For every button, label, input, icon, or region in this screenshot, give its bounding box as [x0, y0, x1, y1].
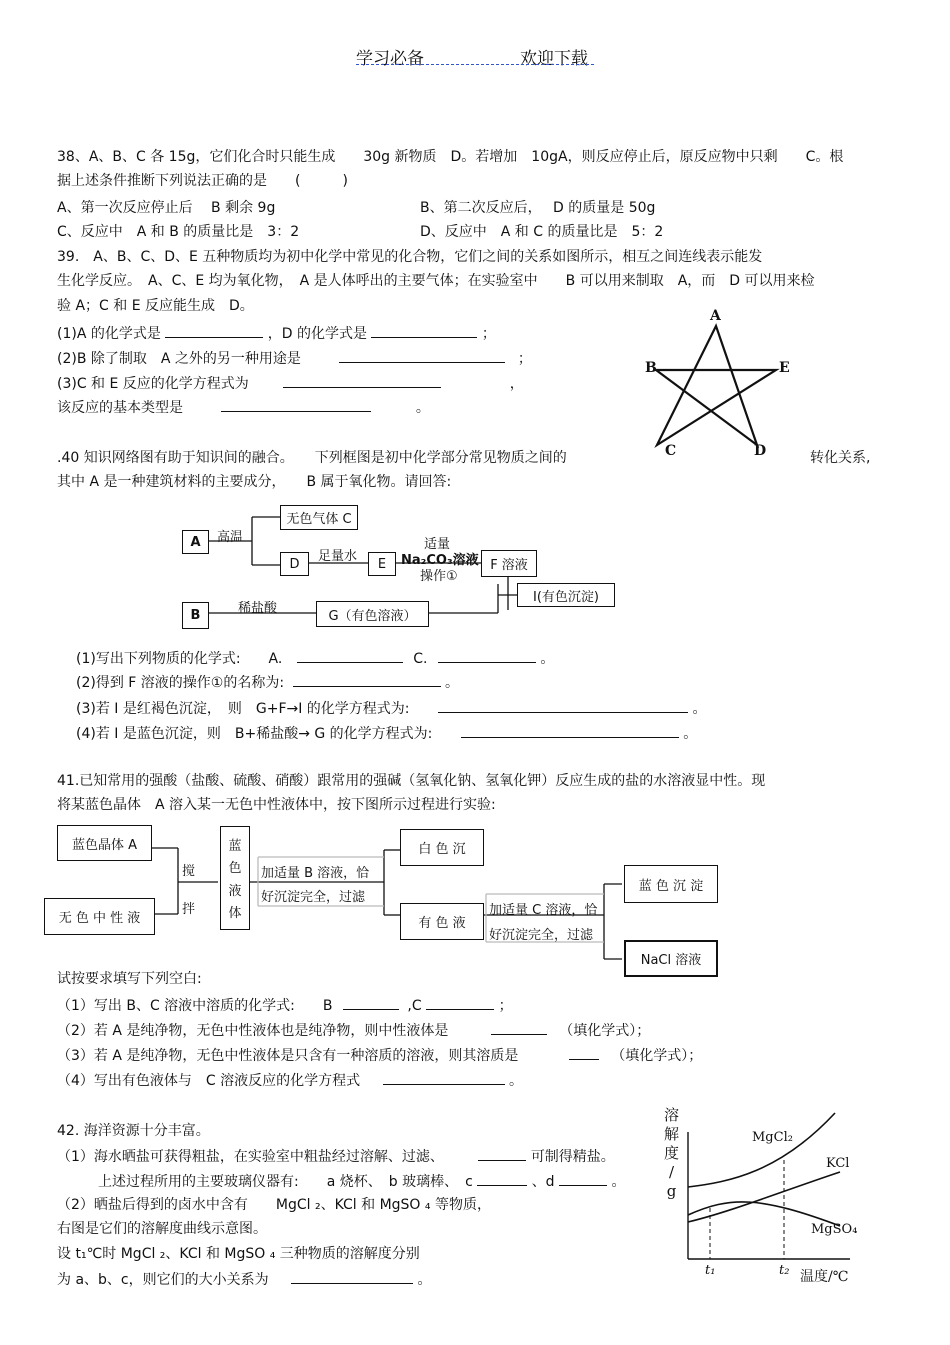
q40-label-na2co3: Na₂CO₃溶液	[401, 553, 479, 568]
answer-blank[interactable]	[343, 995, 399, 1010]
q41-box-colored-liquid: 有 色 液	[400, 903, 484, 940]
q41-line1: 41.已知常用的强酸（盐酸、硫酸、硝酸）跟常用的强碱（氢氧化钠、氢氧化钾）反应生成的盐的水溶液显中性。现	[57, 773, 766, 789]
q39-sub1-a: (1)A 的化学式是	[57, 326, 161, 342]
q40-sub3: (3)若 I 是红褐色沉淀， 则 G+F→I 的化学方程式为: 。	[76, 698, 706, 718]
q41-add-c-2: 好沉淀完全，过滤	[489, 928, 594, 943]
q41-add-b-1: 加适量 B 溶液，恰	[261, 866, 370, 881]
q40-box-c: 无色气体 C	[280, 505, 358, 530]
answer-blank[interactable]	[438, 698, 688, 713]
q40-box-b: B	[182, 602, 209, 629]
q41-box-nacl: NaCl 溶液	[624, 940, 718, 977]
q39-line1: 39. A、B、C、D、E 五种物质均为初中化学中常见的化合物，它们之间的关系如图所示，相互之间连线表示能发	[57, 249, 763, 265]
q40-label-gaowen: 高温	[217, 530, 244, 545]
answer-blank[interactable]	[569, 1045, 599, 1060]
answer-blank[interactable]	[426, 995, 494, 1010]
q39-sub1: (1)A 的化学式是 ，D 的化学式是 ；	[57, 323, 496, 343]
q39-sub1-b: ，D 的化学式是	[267, 326, 367, 342]
answer-blank[interactable]	[559, 1171, 607, 1186]
q40-label-water: 足量水	[318, 549, 358, 564]
q41-box-crystal: 蓝色晶体 A	[57, 825, 152, 861]
q38-option-b: B、第二次反应后， D 的质量是 50g	[420, 200, 656, 216]
answer-blank[interactable]	[461, 723, 679, 738]
q38-option-c: C、反应中 A 和 B 的质量比是 3：2	[57, 224, 300, 240]
q39-sub4: 该反应的基本类型是 。	[57, 397, 430, 417]
graph-x-label: 温度/℃	[800, 1269, 849, 1285]
q40-label-hcl: 稀盐酸	[238, 601, 278, 616]
q41-stir-1: 搅	[182, 864, 196, 879]
q40-line1-end: 转化关系,	[810, 450, 871, 466]
star-outline	[656, 326, 776, 445]
curve-label-mgso4: MgSO₄	[811, 1222, 858, 1237]
header-right: 欢迎下载	[520, 49, 588, 69]
answer-blank[interactable]	[477, 1171, 527, 1186]
q42-line1: 42. 海洋资源十分丰富。	[57, 1123, 210, 1139]
q39-sub3: (3)C 和 E 反应的化学方程式为 ，	[57, 373, 524, 393]
q39-line2: 生化学反应。 A、C、E 均为氧化物， A 是人体呼出的主要气体；在实验室中 B 可以用来制取 A，而 D 可以用来检	[57, 273, 815, 289]
q41-box-blue-liquid: 蓝 色 液 体	[220, 826, 250, 930]
q40-label-shiliang: 适量	[424, 537, 451, 552]
q40-box-d: D	[280, 552, 309, 576]
answer-blank[interactable]	[383, 1070, 505, 1085]
q41-box-liquid: 无 色 中 性 液	[44, 898, 155, 935]
q40-sub4: (4)若 I 是蓝色沉淀，则 B+稀盐酸→ G 的化学方程式为: 。	[76, 723, 697, 743]
answer-blank[interactable]	[293, 672, 441, 687]
q38-option-d: D、反应中 A 和 C 的质量比是 5：2	[420, 224, 664, 240]
q42-sub2: （2）晒盐后得到的卤水中含有 MgCl ₂、KCl 和 MgSO ₄ 等物质，	[57, 1197, 491, 1213]
q40-box-a: A	[182, 530, 209, 554]
q39-line3: 验 A；C 和 E 反应能生成 D。	[57, 298, 254, 314]
q41-sub3: （3）若 A 是纯净物，无色中性液体是只含有一种溶质的溶液，则其溶质是 （填化学式）；	[57, 1045, 702, 1065]
q41-add-c-1: 加适量 C 溶液，恰	[489, 903, 598, 918]
q40-sub2: (2)得到 F 溶液的操作①的名称为: 。	[76, 672, 459, 692]
q41-add-b-2: 好沉淀完全，过滤	[261, 890, 366, 905]
q42-sub1b: 上述过程所用的主要玻璃仪器有: a 烧杯、 b 玻璃棒、 c 、d 。	[98, 1171, 625, 1191]
star-label-d: D	[754, 443, 767, 459]
q41-sub2: （2）若 A 是纯净物，无色中性液体也是纯净物，则中性液体是 （填化学式）；	[57, 1020, 650, 1040]
star-label-a: A	[710, 308, 721, 324]
q39-sub2: (2)B 除了制取 A 之外的另一种用途是 ；	[57, 348, 532, 368]
q40-box-e: E	[368, 552, 396, 576]
answer-blank[interactable]	[297, 648, 403, 663]
q38-line1: 38、A、B、C 各 15g，它们化合时只能生成 30g 新物质 D。若增加 10gA，则反应停止后，原反应物中只剩 C。根	[57, 149, 844, 165]
q41-sub4: （4）写出有色液体与 C 溶液反应的化学方程式 。	[57, 1070, 523, 1090]
q40-box-g: G（有色溶液）	[316, 601, 429, 627]
q40-box-f: F 溶液	[481, 550, 537, 577]
q41-stir-2: 拌	[182, 902, 196, 917]
curve-label-mgcl2: MgCl₂	[752, 1130, 793, 1145]
star-label-c: C	[665, 443, 677, 459]
q40-box-i: I(有色沉淀)	[517, 583, 615, 607]
q41-sub1: （1）写出 B、C 溶液中溶质的化学式: B ,C ；	[57, 995, 513, 1015]
star-label-e: E	[779, 360, 790, 376]
q40-line1: .40 知识网络图有助于知识间的融合。 下列框图是初中化学部分常见物质之间的	[57, 450, 567, 466]
star-label-b: B	[645, 360, 657, 376]
graph-t1-label: t₁	[705, 1263, 716, 1278]
q38-option-a: A、第一次反应停止后 B 剩余 9g	[57, 200, 276, 216]
graph-t2-label: t₂	[779, 1263, 790, 1278]
q40-line2: 其中 A 是一种建筑材料的主要成分， B 属于氧化物。请回答:	[57, 474, 452, 490]
header-left: 学习必备	[356, 49, 424, 69]
q40-sub1: (1)写出下列物质的化学式: A. C. 。	[76, 648, 554, 668]
answer-blank[interactable]	[478, 1146, 526, 1161]
q41-box-white-ppt: 白 色 沉	[400, 829, 484, 866]
graph-y-label: 溶 解 度 / g	[664, 1106, 680, 1200]
curve-label-kcl: KCl	[826, 1156, 850, 1171]
q42-sub3: 设 t₁℃时 MgCl ₂、KCl 和 MgSO ₄ 三种物质的溶解度分别	[57, 1246, 420, 1262]
q41-box-blue-ppt: 蓝 色 沉 淀	[624, 865, 718, 903]
q40-label-operation: 操作①	[420, 569, 458, 584]
answer-blank[interactable]	[438, 648, 536, 663]
answer-blank[interactable]	[291, 1269, 413, 1284]
q38-line2: 据上述条件推断下列说法正确的是 ( )	[57, 173, 348, 189]
answer-blank[interactable]	[491, 1020, 547, 1035]
q42-sub1: （1）海水晒盐可获得粗盐，在实验室中粗盐经过溶解、过滤、 可制得精盐。	[57, 1146, 615, 1166]
q42-sub4: 为 a、b、c，则它们的大小关系为 。	[57, 1269, 432, 1289]
q41-line2: 将某蓝色晶体 A 溶入某一无色中性液体中，按下图所示过程进行实验:	[57, 797, 496, 813]
q42-sub2b: 右图是它们的溶解度曲线示意图。	[57, 1221, 267, 1237]
q41-intro: 试按要求填写下列空白:	[57, 971, 202, 987]
